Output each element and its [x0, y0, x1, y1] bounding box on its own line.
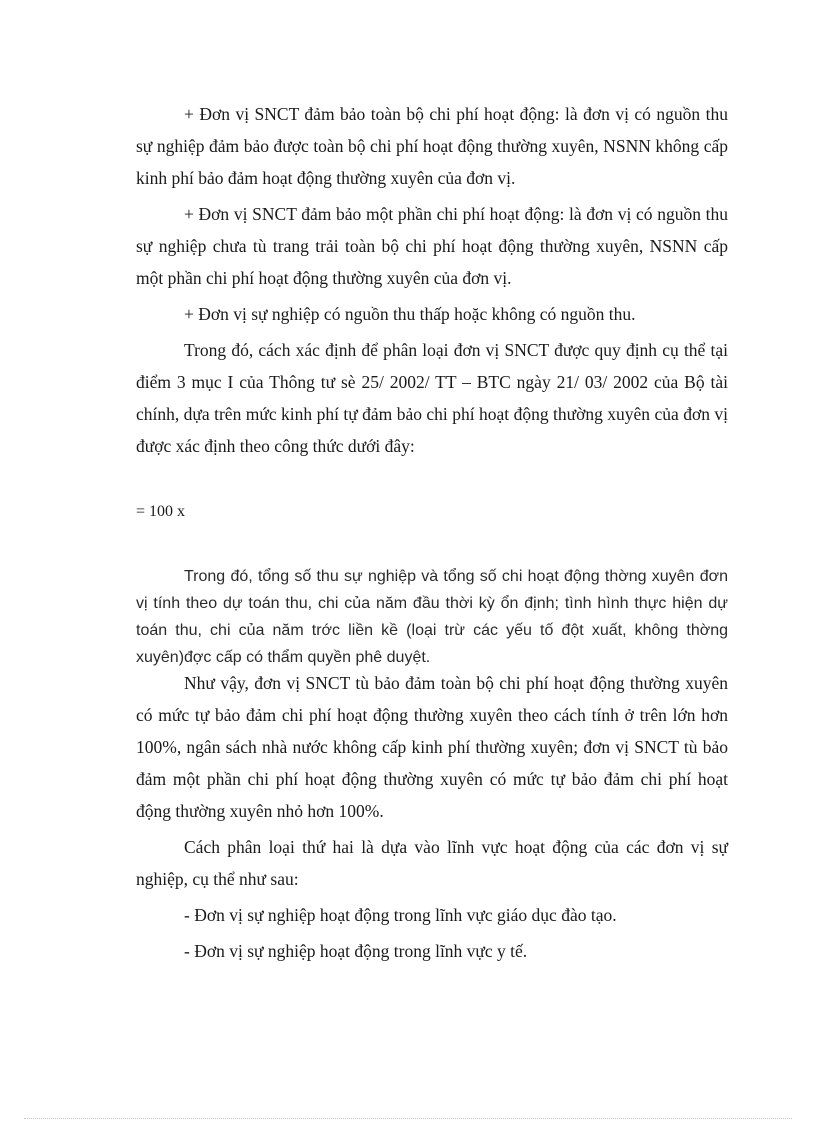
paragraph-conclusion: Như vậy, đơn vị SNCT tù bảo đảm toàn bộ chi phí hoạt động thường xuyên có mức tự bảo đảm chi phí hoạt động thường xuyên theo cách tính ở trên lớn hơn 100%, ngân sách nhà nước không cấp kinh phí thường xuyên; đơn vị SNCT tù bảo đảm một phần chi phí hoạt động thường xuyên có mức tự bảo đảm chi phí hoạt động thường xuyên nhỏ hơn 100%. [136, 673, 728, 821]
paragraph-self-funded-partial: + Đơn vị SNCT đảm bảo một phần chi phí hoạt động: là đơn vị có nguồn thu sự nghiệp chưa tù trang trải toàn bộ chi phí hoạt động thường xuyên, NSNN cấp một phần chi phí hoạt động thường xuyên của đơn vị. [136, 204, 728, 288]
list-item-health: - Đơn vị sự nghiệp hoạt động trong lĩnh vực y tế. [184, 941, 528, 961]
list-item-education: - Đơn vị sự nghiệp hoạt động trong lĩnh vực giáo dục đào tạo. [184, 905, 617, 925]
paragraph-self-funded-full: + Đơn vị SNCT đảm bảo toàn bộ chi phí hoạt động: là đơn vị có nguồn thu sự nghiệp đảm bảo được toàn bộ chi phí hoạt động thường xuyên, NSNN không cấp kinh phí bảo đảm hoạt động thường xuyên của đơn vị. [136, 104, 728, 188]
paragraph-low-revenue: + Đơn vị sự nghiệp có nguồn thu thấp hoặc không có nguồn thu. [184, 304, 636, 324]
formula-text: = 100 x [136, 503, 186, 520]
page-bottom-divider [24, 1118, 792, 1119]
paragraph-classification-method: Trong đó, cách xác định để phân loại đơn vị SNCT được quy định cụ thể tại điểm 3 mục I của Thông tư sè 25/ 2002/ TT – BTC ngày 21/ 03/ 2002 của Bộ tài chính, dựa trên mức kinh phí tự đảm bảo chi phí hoạt động thường xuyên của đơn vị được xác định theo công thức dưới đây: [136, 340, 728, 456]
paragraph-formula-explanation: Trong đó, tổng số thu sự nghiệp và tổng số chi hoạt động thờng xuyên đơn vị tính theo dự toán thu, chi của năm đầu thời kỳ ổn định; tình hình thực hiện dự toán thu, chi của năm trớc liền kề (loại trừ các yếu tố đột xuất, không thờng xuyên)đợc cấp có thẩm quyền phê duyệt. [136, 568, 728, 666]
paragraph-second-classification: Cách phân loại thứ hai là dựa vào lĩnh vực hoạt động của các đơn vị sự nghiệp, cụ thể như sau: [136, 837, 728, 889]
